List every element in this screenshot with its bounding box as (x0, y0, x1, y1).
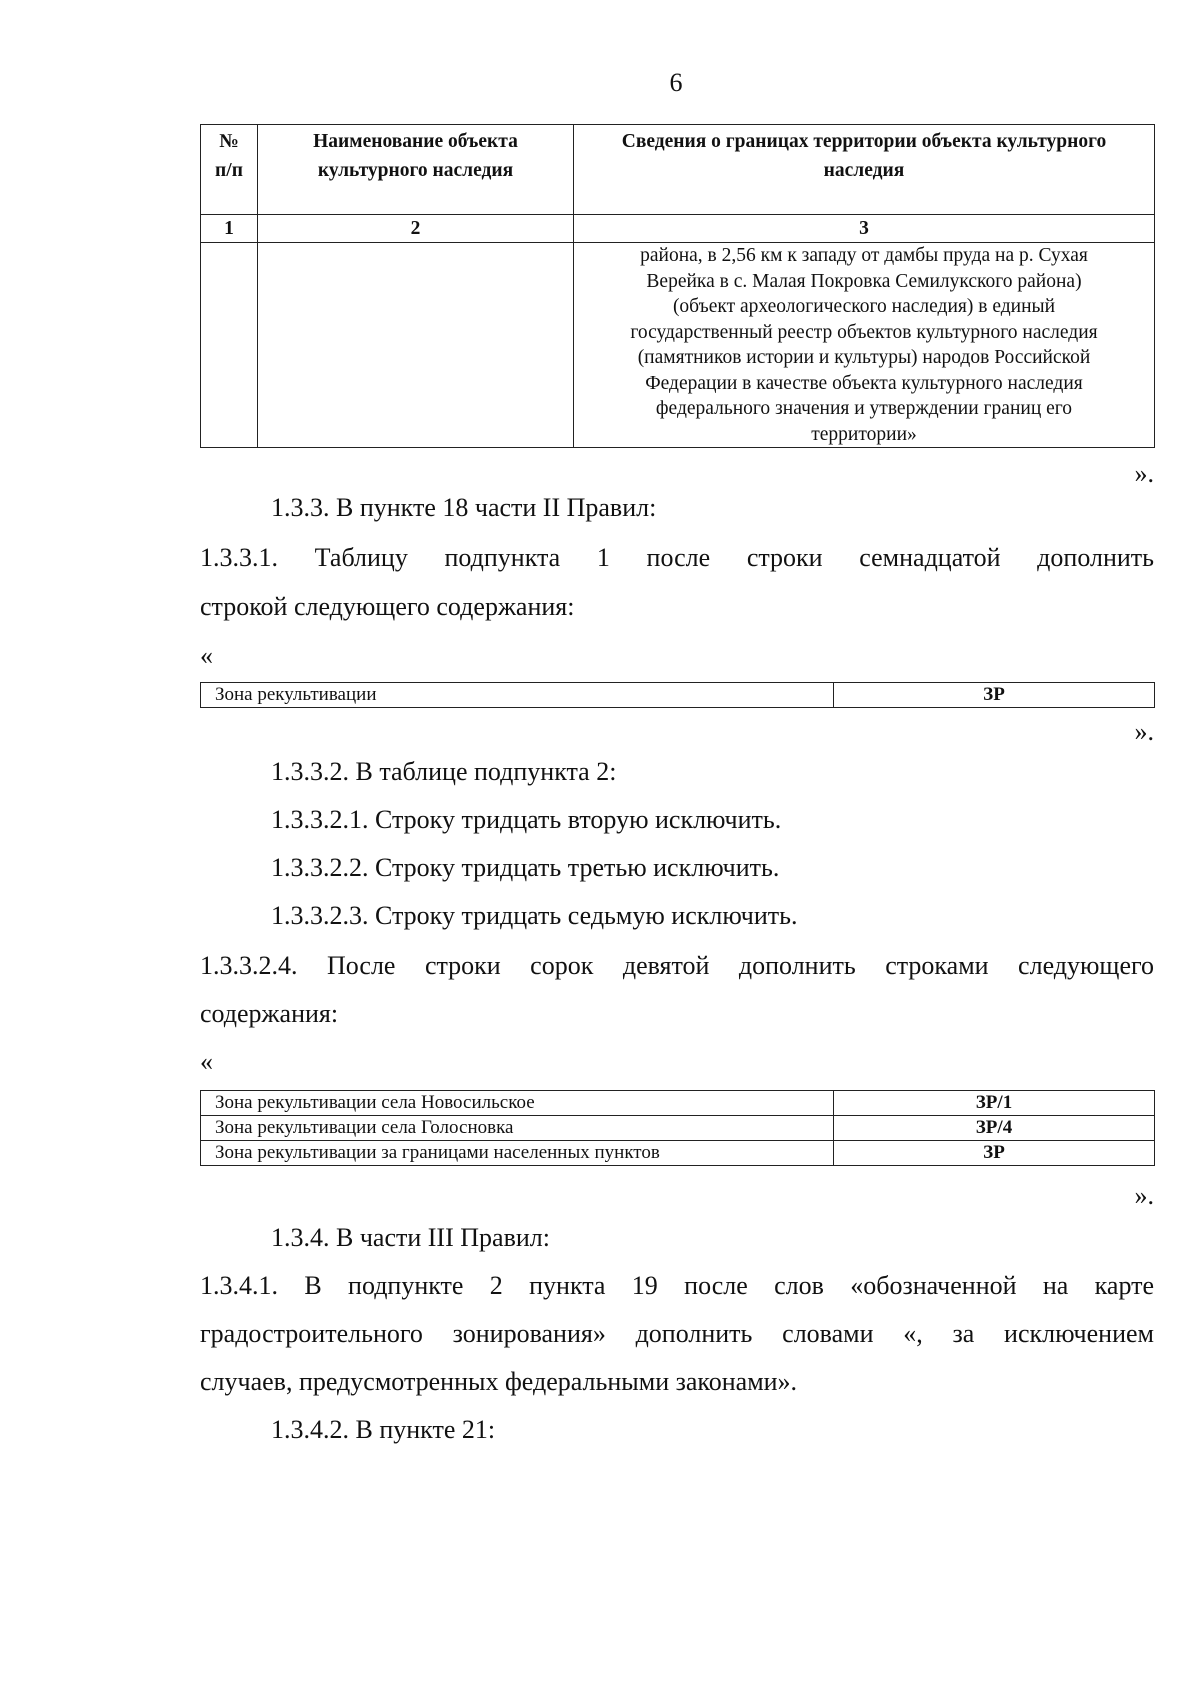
zone-code-cell: ЗР (834, 1141, 1155, 1166)
opening-quote: « (200, 641, 213, 670)
header-territory-info: Сведения о границах территории объекта культурного наследия (574, 125, 1155, 215)
paragraph-1-3-4: 1.3.4. В части III Правил: (271, 1223, 550, 1252)
column-number-3: 3 (574, 215, 1155, 243)
paragraph-1-3-4-1-line2: градостроительного зонирования» дополнить словами «, за исключением (200, 1319, 1154, 1348)
zone-code-cell: ЗР (834, 683, 1155, 708)
zone-table-1 (200, 682, 1155, 708)
paragraph-1-3-3-2-2: 1.3.3.2.2. Строку тридцать третью исключить. (271, 853, 780, 882)
paragraph-1-3-3-2-4-line1: 1.3.3.2.4. После строки сорок девятой дополнить строками следующего (200, 951, 1154, 980)
table-header-row (201, 125, 1155, 215)
table-row (201, 1141, 1155, 1166)
page-number: 6 (669, 68, 683, 97)
paragraph-1-3-3-2-4-line2: содержания: (200, 999, 339, 1028)
closing-quote: ». (1134, 717, 1154, 746)
column-number-2: 2 (258, 215, 574, 243)
zone-code-cell: ЗР/1 (834, 1091, 1155, 1116)
paragraph-1-3-3-1-line1: 1.3.3.1. Таблицу подпункта 1 после строки семнадцатой дополнить (200, 543, 1154, 572)
zone-name-cell: Зона рекультивации (201, 683, 834, 708)
zone-code-cell: ЗР/4 (834, 1116, 1155, 1141)
paragraph-1-3-3-2-1: 1.3.3.2.1. Строку тридцать вторую исключить. (271, 805, 782, 834)
column-number-1: 1 (201, 215, 258, 243)
row-name-cell (258, 243, 574, 448)
paragraph-1-3-3-2-3: 1.3.3.2.3. Строку тридцать седьмую исключить. (271, 901, 798, 930)
table-row (201, 243, 1155, 448)
paragraph-1-3-4-1-line3: случаев, предусмотренных федеральными законами». (200, 1367, 798, 1396)
paragraph-1-3-4-1-line1: 1.3.4.1. В подпункте 2 пункта 19 после слов «обозначенной на карте (200, 1271, 1154, 1300)
paragraph-1-3-3-1-line2: строкой следующего содержания: (200, 592, 575, 621)
zone-name-cell: Зона рекультивации села Голосновка (201, 1116, 834, 1141)
zone-name-cell: Зона рекультивации села Новосильское (201, 1091, 834, 1116)
opening-quote: « (200, 1047, 213, 1076)
zone-name-cell: Зона рекультивации за границами населенных пунктов (201, 1141, 834, 1166)
header-number: № п/п (201, 125, 258, 215)
closing-quote: ». (1134, 1181, 1154, 1210)
table-row (201, 1091, 1155, 1116)
row-territory-cell: района, в 2,56 км к западу от дамбы пруда на р. Сухая Верейка в с. Малая Покровка Семилукского района) (объект археологического наследия) в единый государственный реестр объектов культурного наследия (памятников истории и культуры) народов Российской Федерации в качестве объекта культурного наследия федерального значения и утверждении границ его территории» (574, 243, 1155, 448)
header-object-name: Наименование объекта культурного наследия (258, 125, 574, 215)
paragraph-1-3-3: 1.3.3. В пункте 18 части II Правил: (271, 493, 657, 522)
table-row (201, 683, 1155, 708)
closing-quote: ». (1134, 459, 1154, 488)
paragraph-1-3-3-2: 1.3.3.2. В таблице подпункта 2: (271, 757, 617, 786)
table-row (201, 1116, 1155, 1141)
row-number-cell (201, 243, 258, 448)
zone-table-2 (200, 1090, 1155, 1166)
column-number-row (201, 215, 1155, 243)
paragraph-1-3-4-2: 1.3.4.2. В пункте 21: (271, 1415, 496, 1444)
heritage-table (200, 124, 1155, 448)
